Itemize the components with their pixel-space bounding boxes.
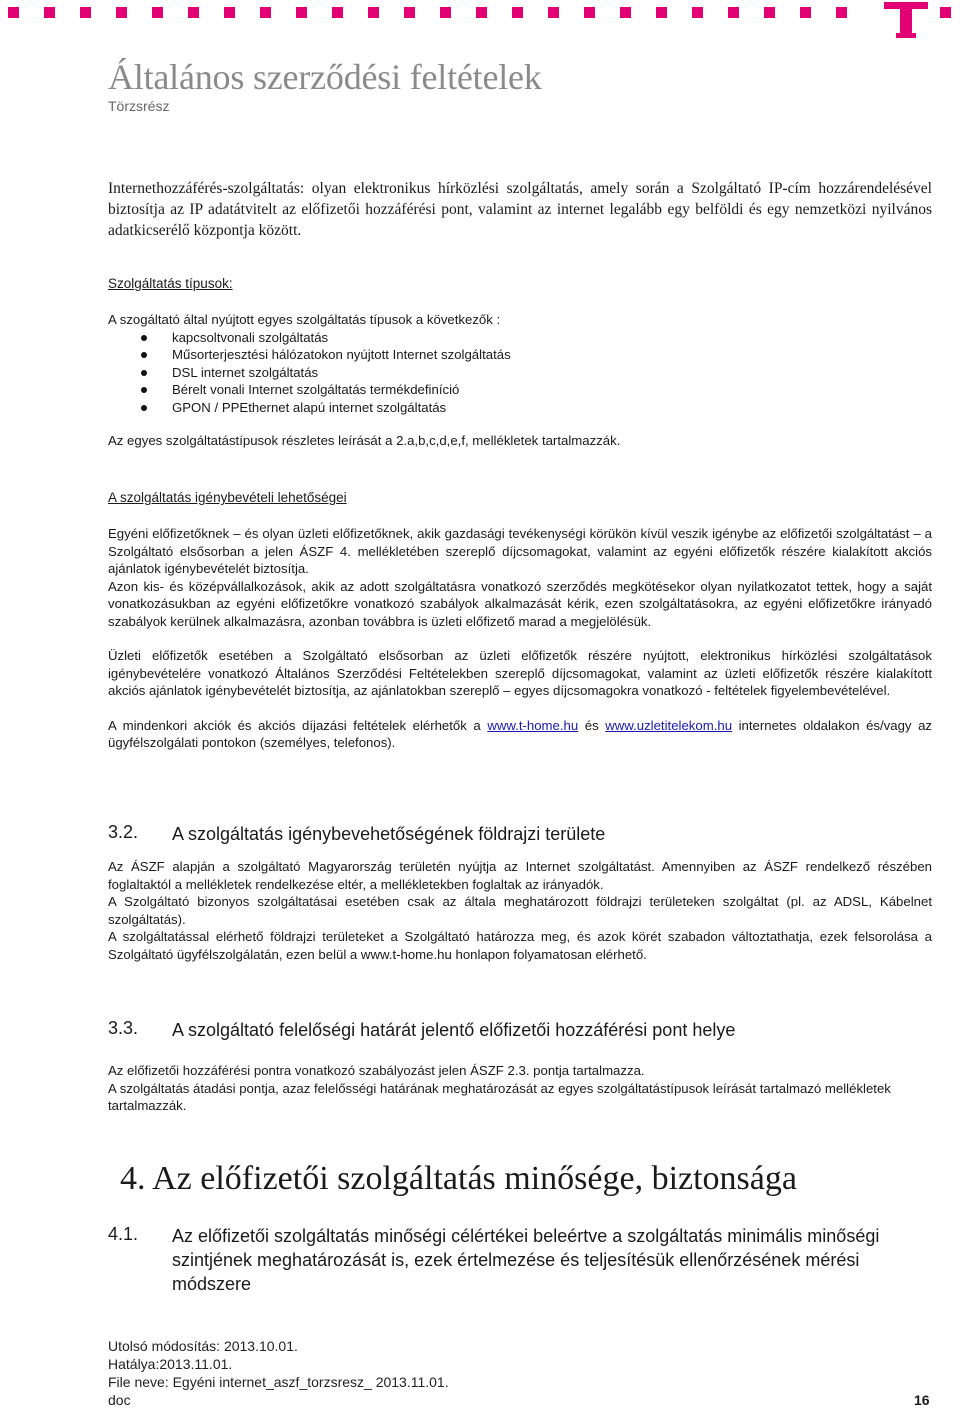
bullet-icon: [141, 335, 147, 341]
service-types-note: Az egyes szolgáltatástípusok részletes leírását a 2.a,b,c,d,e,f, mellékletek tartalmazzák.: [108, 433, 621, 448]
usage-section: [108, 490, 932, 752]
list-item: DSL internet szolgáltatás: [108, 364, 932, 382]
usage-paragraph-3: Üzleti előfizetők esetében a Szolgáltató elsősorban az üzleti előfizetők részére nyújtott, elektronikus hírközlési szolgáltatások igénybevételére vonatkozó Általános Szerződési Feltételekben szereplő díjcsomagokat, valamint az üzleti előfizetők részére kialakított akciós ajánlatok igénybevételét biztosítja, az ajánlatokban szereplő – egyes díjcsomagokra vonatkozó - feltételek figyelembevételével.: [108, 648, 932, 698]
chapter-4-title: 4. Az előfizetői szolgáltatás minősége, biztonsága: [120, 1160, 797, 1197]
brand-square: [332, 7, 343, 18]
brand-square: [940, 7, 951, 18]
section-heading: [108, 822, 932, 846]
intro-paragraph: Internethozzáférés-szolgáltatás: olyan elektronikus hírközlési szolgáltatás, amely során a Szolgáltató IP-cím hozzárendelésével biztosítja az IP adatátvitelt az előfizetői hozzáférési pont, valamint az internet legalább egy belföldi és egy nemzetközi nyilvános adatkicserélő központja között.: [108, 180, 932, 239]
service-types-heading: Szolgáltatás típusok:: [108, 276, 233, 291]
brand-square: [764, 7, 775, 18]
document-subtitle: Törzsrész: [108, 98, 170, 114]
usage-paragraph-2: Azon kis- és középvállalkozások, akik az adott szolgáltatásra vonatkozó szerződés megkötésekor olyan nyilatkozatot tettek, hogy a saját vonatkozásukban az egyéni előfizetőkre vonatkozó szabályok alkalmazását kérik, ezen szolgáltatásokra, az egyéni előfizetőkre irányadó szabályok kerülnek alkalmazásra, azonban továbbra is üzleti előfizető marad a megjelölésük.: [108, 578, 932, 629]
page-number: 16: [914, 1392, 930, 1408]
brand-square: [224, 7, 235, 18]
section-title: A szolgáltatás igénybevehetőségének földrajzi területe: [172, 824, 606, 844]
section-title: Az előfizetői szolgáltatás minőségi célértékei beleértve a szolgáltatás minimális minőségi szintjének meghatározását is, ezek értelmezése és teljesítésük ellenőrzésének mérési módszere: [172, 1226, 880, 1294]
footer-extension: doc: [108, 1392, 131, 1408]
section-heading: [108, 1224, 932, 1296]
section-number: 3.2.: [108, 822, 139, 842]
bullet-icon: [141, 387, 147, 393]
list-item: kapcsoltvonali szolgáltatás: [108, 329, 932, 347]
footer-filename: File neve: Egyéni internet_aszf_torzsresz_ 2013.11.01.: [108, 1374, 449, 1390]
brand-square: [548, 7, 559, 18]
brand-square: [800, 7, 811, 18]
brand-square: [836, 7, 847, 18]
brand-square: [692, 7, 703, 18]
brand-square: [620, 7, 631, 18]
service-types-section: [108, 276, 932, 450]
s33-paragraph-2: A szolgáltatás átadási pontja, azaz felelősségi határának meghatározását az egyes szolgáltatástípusok leírását tartalmazó mellékletek tartalmazzák.: [108, 1080, 891, 1113]
brand-square: [368, 7, 379, 18]
document-title: Általános szerződési feltételek: [108, 57, 542, 97]
list-item: Műsorterjesztési hálózatokon nyújtott Internet szolgáltatás: [108, 346, 932, 364]
section-3-2: [108, 822, 932, 963]
telekom-t-logo-icon: [880, 0, 932, 40]
brand-square: [296, 7, 307, 18]
section-heading: [108, 1018, 932, 1042]
intro-section: [108, 178, 932, 241]
brand-squares-bar: [0, 0, 960, 40]
brand-square: [152, 7, 163, 18]
bullet-icon: [141, 405, 147, 411]
brand-square: [728, 7, 739, 18]
list-item: GPON / PPEthernet alapú internet szolgáltatás: [108, 399, 932, 417]
uzletitelekom-link[interactable]: www.uzletitelekom.hu: [605, 717, 733, 733]
section-number: 4.1.: [108, 1224, 139, 1244]
section-title: A szolgáltató felelőségi határát jelentő előfizetői hozzáférési pont helye: [172, 1020, 736, 1040]
brand-square: [440, 7, 451, 18]
brand-square: [584, 7, 595, 18]
brand-square: [80, 7, 91, 18]
s32-paragraph-2: A Szolgáltató bizonyos szolgáltatásai esetében csak az általa meghatározott földrajzi területeken szolgáltat (pl. az ADSL, Kábelnet szolgáltatás).: [108, 894, 932, 927]
section-3-3: [108, 1018, 932, 1115]
brand-square: [404, 7, 415, 18]
brand-square: [44, 7, 55, 18]
brand-square: [476, 7, 487, 18]
service-types-list: [108, 329, 932, 417]
brand-square: [656, 7, 667, 18]
footer-effective: Hatálya:2013.11.01.: [108, 1356, 233, 1372]
t-home-link[interactable]: www.t-home.hu: [487, 717, 579, 733]
brand-square: [8, 7, 19, 18]
usage-heading: A szolgáltatás igénybevételi lehetőségei: [108, 490, 347, 505]
brand-square: [260, 7, 271, 18]
brand-square: [512, 7, 523, 18]
usage-paragraph-1: Egyéni előfizetőknek – és olyan üzleti előfizetőknek, akik gazdasági tevékenységi körükön kívül veszik igénybe az előfizetői szolgáltatást – a Szolgáltató elsősorban a jelen ÁSZF 4. mellékletében szereplő díjcsomagokat, valamint az egyéni előfizetők részére kialakított akciós ajánlatok igénybevételét biztosítja.: [108, 526, 932, 576]
service-types-lead: A szogáltató által nyújtott egyes szolgáltatás típusok a következők :: [108, 312, 501, 327]
bullet-icon: [141, 352, 147, 358]
s33-paragraph-1: Az előfizetői hozzáférési pontra vonatkozó szabályozást jelen ÁSZF 2.3. pontja tartalmazza.: [108, 1063, 645, 1078]
bullet-icon: [141, 370, 147, 376]
section-4-1: [108, 1224, 932, 1296]
list-item: Bérelt vonali Internet szolgáltatás termékdefiníció: [108, 381, 932, 399]
s32-paragraph-1: Az ÁSZF alapján a szolgáltató Magyarország területén nyújtja az Internet szolgáltatást. Amennyiben az ÁSZF rendelkező részében foglaltaktól a mellékletek rendelkezése eltér, a mellékletekben foglaltak az irányadók.: [108, 859, 932, 892]
brand-square: [116, 7, 127, 18]
footer-modified: Utolsó módosítás: 2013.10.01.: [108, 1338, 298, 1354]
usage-paragraph-4: A mindenkori akciók és akciós díjazási feltételek elérhetők a www.t-home.hu és www.uzletitelekom.hu internetes oldalakon és/vagy az ügyfélszolgálati pontokon (személyes, telefonos).: [108, 717, 933, 750]
s32-paragraph-3: A szolgáltatással elérhető földrajzi területeket a Szolgáltató határozza meg, és azok körét szabadon változtathatja, ezek felsorolása a Szolgáltató ügyfélszolgálatán, ezen belül a www.t-home.hu honlapon folyamatosan elérhető.: [108, 929, 932, 962]
section-number: 3.3.: [108, 1018, 139, 1038]
brand-square: [188, 7, 199, 18]
